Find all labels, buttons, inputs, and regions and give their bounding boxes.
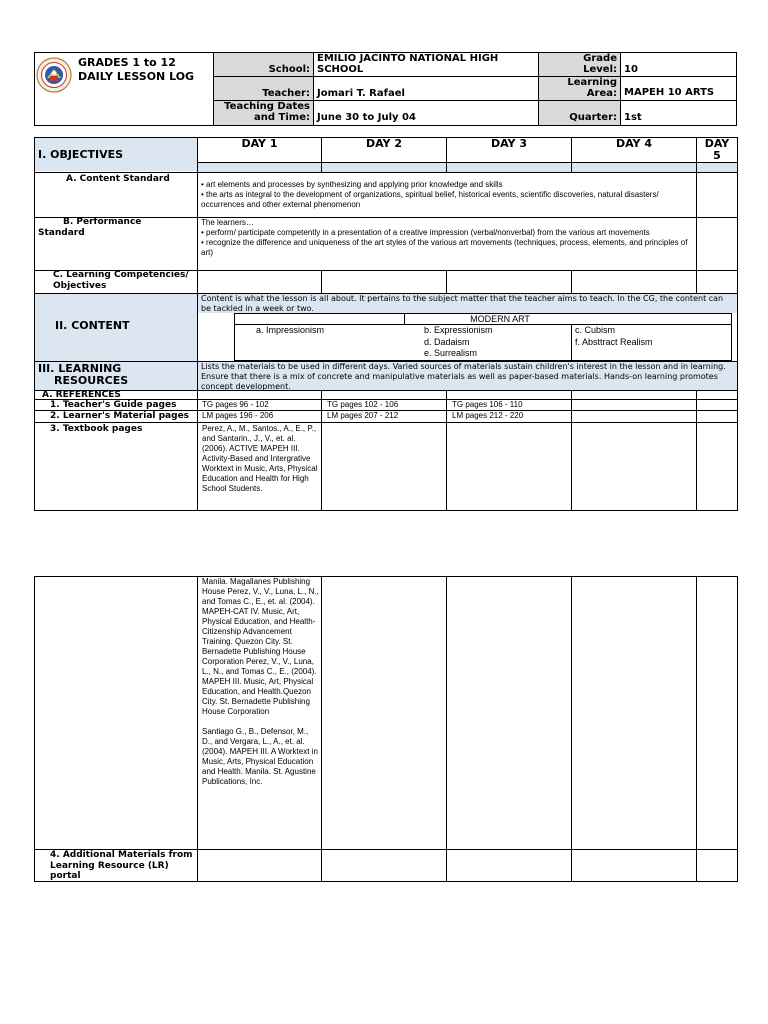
content-standard-label: A. Content Standard: [66, 174, 170, 184]
additional-materials-label: 4. Additional Materials from Learning Resource (LR) portal: [50, 850, 193, 881]
school-value: EMILIO JACINTO NATIONAL HIGH SCHOOL: [317, 53, 499, 75]
teachers-guide-label: 1. Teacher's Guide pages: [50, 400, 177, 410]
content-description: Content is what the lesson is all about. It pertains to the subject matter that the teacher aims to teach. In the CG, the content can be tackled in a week or two.: [201, 294, 724, 313]
art-movement-c: c. Cubism: [575, 325, 616, 335]
dates-label: Teaching Dates and Time:: [224, 101, 310, 123]
content-standard-text: • art elements and processes by synthesizing and applying prior knowledge and skills • the arts as integral to the development of organizations, spiritual belief, historical events, scientific discoveries, natural disasters/ occurrences and other external phenomenon: [201, 180, 659, 209]
day-2-header: DAY 2: [365, 137, 403, 150]
references-label: A. REFERENCES: [42, 390, 121, 400]
grade-label: Grade Level:: [583, 53, 617, 75]
lm-day-3: LM pages 212 - 220: [452, 411, 524, 420]
main-table-continued: [34, 576, 738, 882]
art-movement-d: d. Dadaism: [424, 337, 470, 347]
textbook-references-continued: Manila. Magallanes Publishing House Perez, V., V., Luna, L., N., and Tomas C., E., et. al. (2004). MAPEH-CAT IV. Music, Art, Physical Education, and Health-Citizenship Advancement Training. Quezon City. St. Bernadette Publishing House Corporation Perez, V., V., Luna, L., N., and Tomas C., E., (2004). MAPEH III. Music, Art, Physical Education, and Health.Quezon City. St. Bernadette Publishing House Corporation Santiago G., B., Defensor, M., D., and Vergara, L., A., et. al. (2004). MAPEH III. A Worktext in Music, Arts, Physical Education and Health. Manila. St. Agustine Publications, Inc.: [202, 577, 319, 786]
learning-resources-heading: III. LEARNING RESOURCES: [38, 362, 129, 387]
objectives-heading: I. OBJECTIVES: [38, 148, 124, 161]
deped-seal-logo: [36, 57, 72, 93]
day-1-header: DAY 1: [241, 137, 278, 150]
area-value: MAPEH 10 ARTS: [624, 87, 715, 98]
lm-day-2: LM pages 207 - 212: [327, 411, 399, 420]
learning-resources-description: Lists the materials to be used in different days. Varied sources of materials sustain children's interest in the lesson and in learning. Ensure that there is a mix of concrete and manipulative materials as well as paper-based materials. Hands-on learning promotes concept development.: [201, 362, 726, 391]
textbook-pages-label: 3. Textbook pages: [50, 424, 143, 434]
art-movement-f: f. Absttract Realism: [575, 337, 653, 347]
art-movement-e: e. Surrealism: [424, 348, 478, 358]
teacher-value: Jomari T. Rafael: [317, 88, 405, 99]
art-movement-a: a. Impressionism: [256, 325, 325, 335]
day-3-header: DAY 3: [490, 137, 528, 150]
grade-value: 10: [624, 64, 638, 75]
day-4-header: DAY 4: [615, 137, 653, 150]
learning-competencies-label: C. Learning Competencies/ Objectives: [53, 270, 189, 291]
teacher-label: Teacher:: [262, 88, 310, 99]
dates-value: June 30 to July 04: [317, 112, 416, 123]
learners-material-label: 2. Learner's Material pages: [50, 411, 190, 421]
lm-day-1: LM pages 196 - 206: [202, 411, 274, 420]
school-label: School:: [268, 64, 310, 75]
day-5-header: DAY 5: [704, 137, 730, 162]
tg-day-1: TG pages 96 - 102: [202, 400, 269, 409]
tg-day-2: TG pages 102 - 106: [327, 400, 399, 409]
textbook-references-day-1: Perez, A., M., Santos., A., E., P., and Santarin., J., V., et. al. (2006). ACTIVE MAPEH III. Activity-Based and Intergrative Worktext in Music, Arts, Physical Education and Health for High School Students.: [202, 424, 318, 493]
form-title: GRADES 1 to 12 DAILY LESSON LOG: [78, 56, 195, 83]
area-label: Learning Area:: [567, 77, 617, 99]
quarter-label: Quarter:: [569, 112, 617, 123]
modern-art-title: MODERN ART: [470, 314, 530, 324]
quarter-value: 1st: [624, 112, 642, 123]
content-heading: II. CONTENT: [55, 319, 130, 332]
art-movement-b: b. Expressionism: [424, 325, 493, 335]
performance-standard-label: B. Performance Standard: [38, 217, 142, 238]
tg-day-3: TG pages 106 - 110: [452, 400, 523, 409]
performance-standard-text: The learners… • perform/ participate competently in a presentation of a creative impression (verbal/nonverbal) from the various art movements • recognize the difference and uniqueness of the art styles of the various art movements (techniques, process, elements, and principles of art): [201, 218, 688, 257]
